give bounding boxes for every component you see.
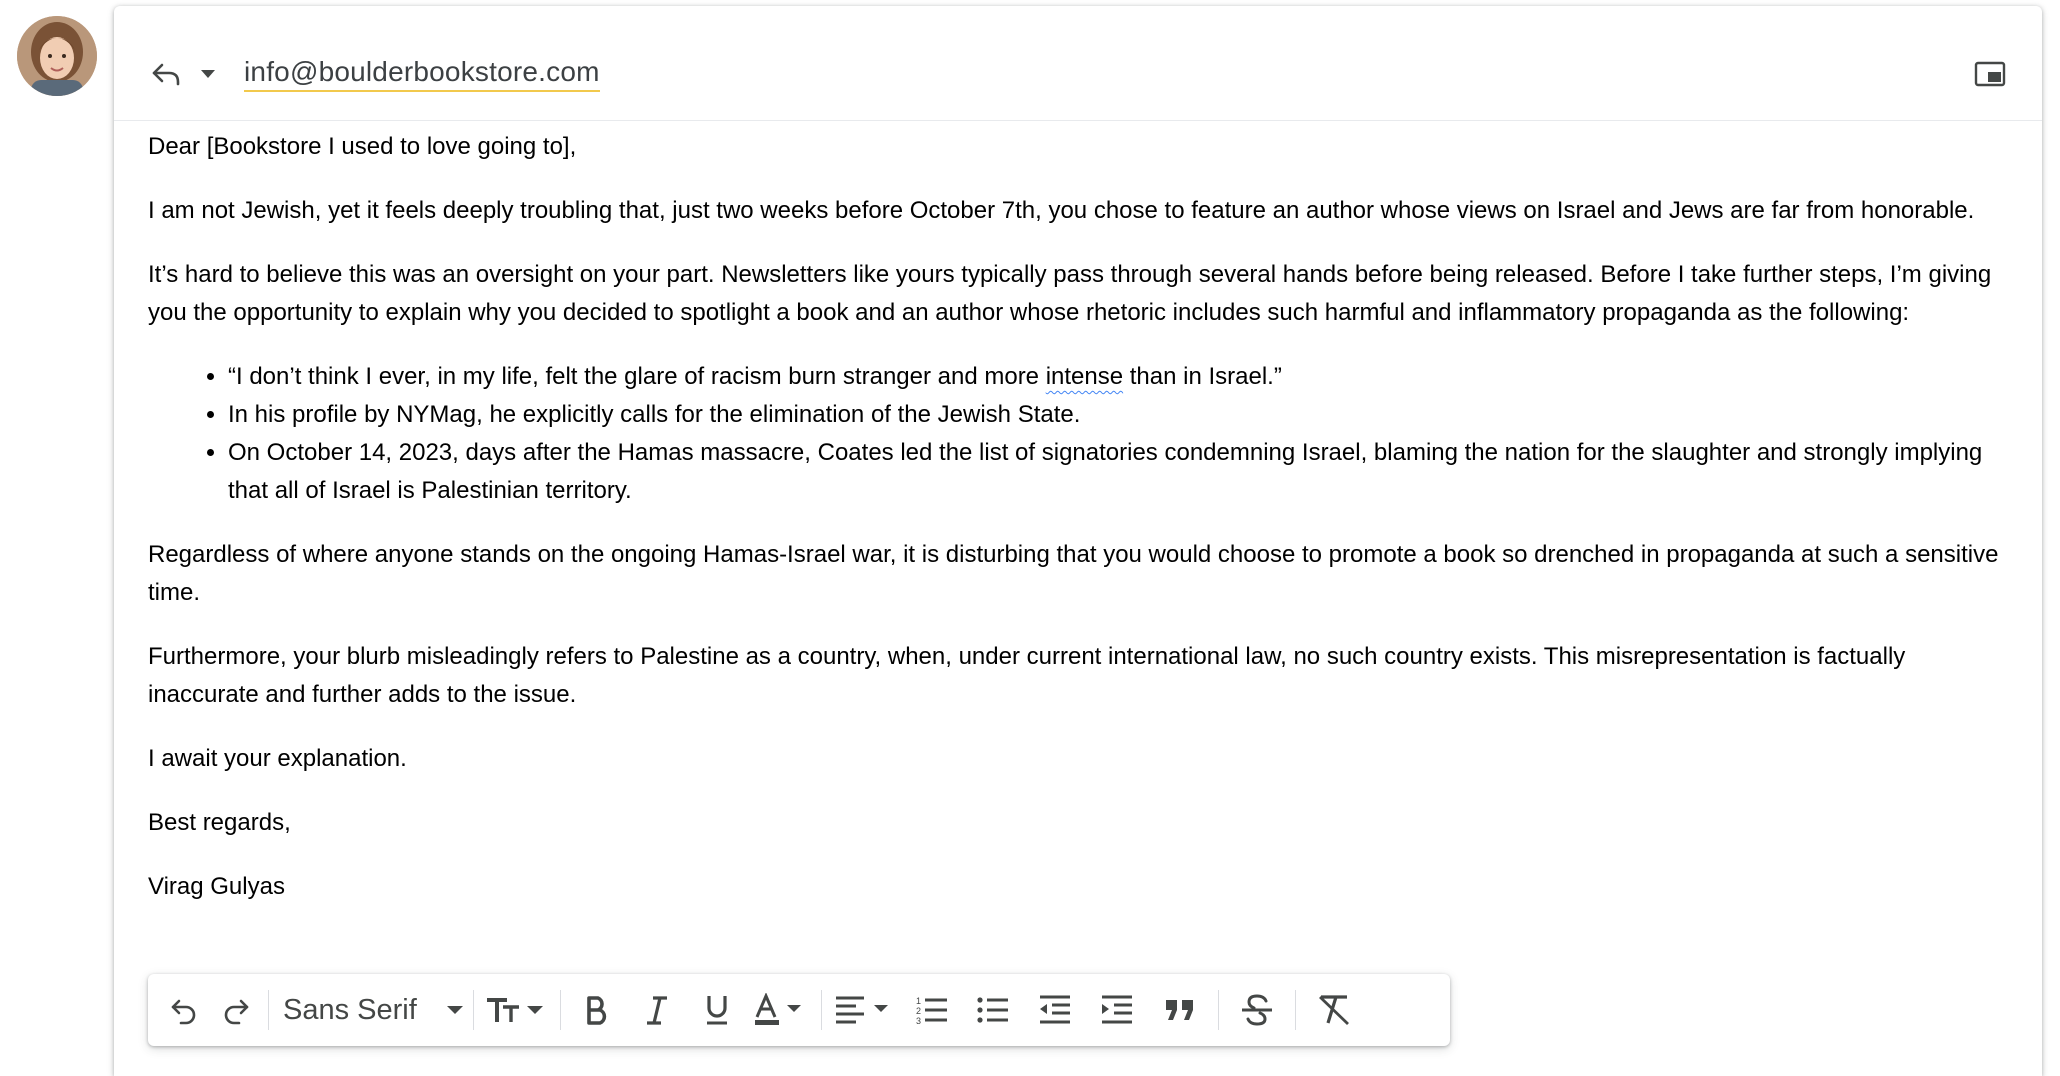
numbered-list-icon (915, 994, 949, 1026)
indent-less-icon (1038, 994, 1072, 1026)
chevron-down-icon (427, 1003, 467, 1017)
bulleted-list-button[interactable] (962, 984, 1024, 1036)
underline-button[interactable] (687, 984, 747, 1036)
font-size-icon (485, 994, 549, 1026)
redo-button[interactable] (210, 984, 262, 1036)
paragraph-1: I am not Jewish, yet it feels deeply troubling that, just two weeks before October 7th, you chose to feature an author whose views on Israel and Jews are far from honorable. (148, 197, 1975, 224)
chevron-down-icon (200, 69, 216, 79)
font-size-button[interactable] (480, 984, 554, 1036)
strikethrough-icon (1240, 993, 1274, 1027)
toolbar-divider (821, 990, 822, 1030)
strikethrough-button[interactable] (1225, 984, 1289, 1036)
font-family-select[interactable] (275, 984, 467, 1036)
italic-icon (643, 994, 671, 1026)
remove-formatting-button[interactable] (1302, 984, 1366, 1036)
underline-icon (703, 993, 731, 1027)
remove-formatting-icon (1317, 993, 1351, 1027)
toolbar-divider (560, 990, 561, 1030)
compose-panel (114, 6, 2042, 1076)
align-icon (834, 995, 896, 1025)
pop-out-icon (1974, 61, 2006, 87)
redo-icon (221, 995, 251, 1025)
avatar[interactable] (17, 16, 97, 96)
text-color-button[interactable] (747, 984, 815, 1036)
italic-button[interactable] (627, 984, 687, 1036)
text-color-icon (753, 993, 809, 1027)
list-item: • In his profile by NYMag, he explicitly calls for the elimination of the Jewish State. (228, 396, 2018, 434)
list-item: • “I don’t think I ever, in my life, felt the glare of racism burn stranger and more intense than in Israel.” (228, 358, 2018, 396)
greeting: Dear [Bookstore I used to love going to], (148, 133, 577, 160)
avatar-photo (17, 16, 97, 96)
indent-more-button[interactable] (1086, 984, 1148, 1036)
svg-text:1: 1 (915, 996, 921, 1006)
message-body[interactable] (148, 128, 2018, 932)
compose-header (114, 6, 2042, 121)
numbered-list-button[interactable] (902, 984, 962, 1036)
toolbar-divider (268, 990, 269, 1030)
toolbar-backdrop (148, 1046, 1450, 1062)
reply-icon (151, 61, 181, 87)
signature: Virag Gulyas (148, 873, 285, 900)
list-item: • On October 14, 2023, days after the Hamas massacre, Coates led the list of signatories condemning Israel, blaming the nation for the slaughter and strongly implying that all of Israel is Palestinian territory. (228, 434, 2018, 510)
paragraph-2: It’s hard to believe this was an oversight on your part. Newsletters like yours typically pass through several hands before being released. Before I take further steps, I’m giving you the opportunity to explain why you decided to spotlight a book and an author whose rhetoric includes such harmful and inflammatory propaganda as the following: (148, 261, 1992, 326)
closing: Best regards, (148, 809, 291, 836)
reply-button[interactable] (146, 54, 186, 94)
align-button[interactable] (828, 984, 902, 1036)
paragraph-5: I await your explanation. (148, 745, 407, 772)
bulleted-list-icon (976, 995, 1010, 1025)
toolbar-divider (1218, 990, 1219, 1030)
svg-text:3: 3 (915, 1016, 921, 1026)
undo-icon (169, 995, 199, 1025)
paragraph-3: Regardless of where anyone stands on the ongoing Hamas-Israel war, it is disturbing that you would choose to promote a book so drenched in propaganda at such a sensitive time. (148, 541, 1999, 606)
toolbar-divider (473, 990, 474, 1030)
quote-icon (1164, 997, 1196, 1023)
pop-out-button[interactable] (1970, 56, 2010, 92)
misspelled-word[interactable]: intense (1045, 363, 1124, 390)
bold-button[interactable] (567, 984, 627, 1036)
quote-list (148, 358, 2018, 510)
paragraph-4: Furthermore, your blurb misleadingly refers to Palestine as a country, when, under current international law, no such country exists. This misrepresentation is factually inaccurate and further adds to the issue. (148, 643, 1906, 708)
bold-icon (583, 994, 611, 1026)
undo-button[interactable] (158, 984, 210, 1036)
svg-text:2: 2 (915, 1006, 921, 1016)
indent-more-icon (1100, 994, 1134, 1026)
font-family-label: Sans Serif (283, 993, 417, 1026)
quote-button[interactable] (1148, 984, 1212, 1036)
reply-type-dropdown[interactable] (194, 58, 222, 90)
recipient-field[interactable]: info@boulderbookstore.com (244, 56, 600, 92)
toolbar-divider (1295, 990, 1296, 1030)
formatting-toolbar (148, 974, 1450, 1046)
indent-less-button[interactable] (1024, 984, 1086, 1036)
